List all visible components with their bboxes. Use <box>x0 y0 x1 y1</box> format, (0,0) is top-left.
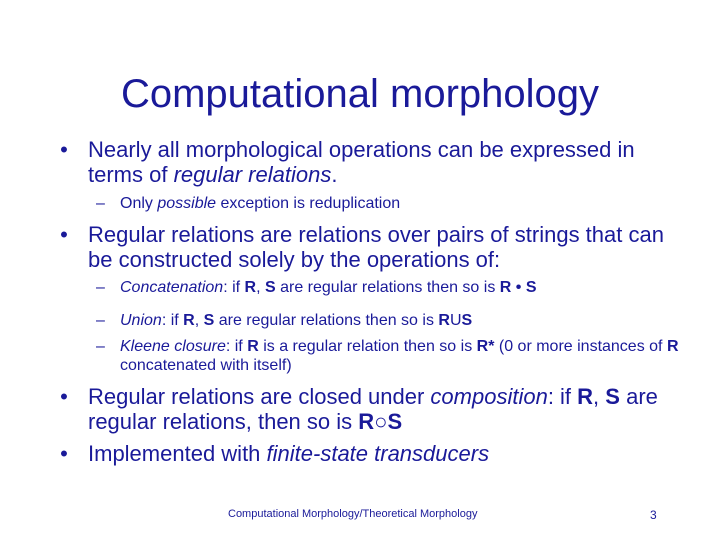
union-symbol: U <box>449 312 462 329</box>
symbol-r: R <box>666 338 679 355</box>
symbol-s: S <box>264 279 276 296</box>
term-possible: possible <box>157 195 217 212</box>
bullet-text: : if <box>547 384 578 409</box>
symbol-s: S <box>605 384 620 409</box>
bullet-text: are regular relations, then so is <box>88 384 658 434</box>
bullet-item <box>60 222 688 272</box>
dash-icon: – <box>96 338 105 355</box>
sub-bullet-text: Only <box>120 195 158 212</box>
symbol-r: R <box>247 338 259 355</box>
bullet-text: Nearly all morphological operations can be expressed in terms of <box>88 137 635 187</box>
slide-title: Computational morphology <box>120 72 600 116</box>
symbol-r: R <box>438 312 450 329</box>
page-number: 3 <box>650 508 657 522</box>
symbol-r: R <box>183 312 195 329</box>
sub-bullet-text: : if <box>161 312 184 329</box>
term-union: Union <box>120 312 162 329</box>
symbol-r: R <box>577 384 594 409</box>
bullet-item <box>60 137 688 187</box>
dash-icon: – <box>96 195 105 212</box>
sub-bullet-text: concatenated with itself) <box>120 357 292 374</box>
formula-concatenation: R • S <box>499 279 537 296</box>
sub-bullet-text: : if <box>225 338 248 355</box>
term-concatenation: Concatenation <box>120 279 224 296</box>
bullet-icon: • <box>60 222 68 247</box>
sub-bullet-text: is a regular relation then so is <box>258 338 477 355</box>
sub-bullet-text: , <box>194 312 204 329</box>
bullet-item <box>60 441 688 466</box>
slide-footer: Computational Morphology/Theoretical Morphology <box>228 508 478 520</box>
sub-bullet-text: , <box>256 279 265 296</box>
sub-bullet-text: are regular relations then so is <box>214 312 439 329</box>
dash-icon: – <box>96 279 105 296</box>
bullet-text: Regular relations are relations over pairs of strings that can be constructed solely by the operations of: <box>88 222 664 272</box>
bullet-icon: • <box>60 441 68 466</box>
sub-bullet-item <box>96 337 680 375</box>
bullet-icon: • <box>60 137 68 162</box>
bullet-text: Regular relations are closed under <box>88 384 431 409</box>
formula-composition: R○S <box>358 409 403 434</box>
term-regular-relations: regular relations <box>173 162 332 187</box>
term-composition: composition <box>430 384 548 409</box>
sub-bullet-item <box>96 194 680 213</box>
sub-bullet-item <box>96 278 680 297</box>
symbol-s: S <box>203 312 215 329</box>
term-kleene-closure: Kleene closure <box>120 338 226 355</box>
term-finite-state-transducers: finite-state transducers <box>266 441 490 466</box>
bullet-item <box>60 384 688 434</box>
bullet-text: , <box>593 384 606 409</box>
sub-bullet-text: are regular relations then so is <box>275 279 500 296</box>
formula-kleene-star: R* <box>476 338 495 355</box>
sub-bullet-text: exception is reduplication <box>216 195 401 212</box>
bullet-text: Implemented with <box>88 441 267 466</box>
bullet-text: . <box>331 162 338 187</box>
bullet-icon: • <box>60 384 68 409</box>
symbol-r: R <box>244 279 257 296</box>
symbol-s: S <box>461 312 473 329</box>
sub-bullet-text: : if <box>223 279 245 296</box>
dash-icon: – <box>96 312 105 329</box>
sub-bullet-item <box>96 311 680 330</box>
sub-bullet-text: (0 or more instances of <box>494 338 667 355</box>
